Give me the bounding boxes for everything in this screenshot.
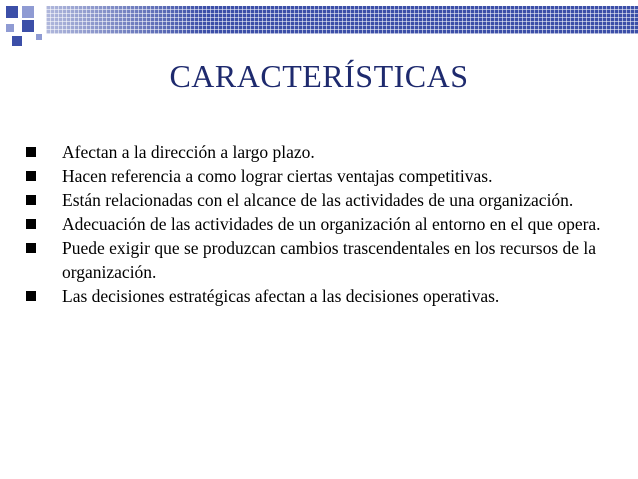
bullet-text: Hacen referencia a como lograr ciertas ventajas competitivas. (62, 166, 493, 186)
bullet-item (14, 140, 624, 164)
slide-title: CARACTERÍSTICAS (169, 58, 469, 94)
decorative-square (22, 6, 34, 18)
header-band (46, 6, 638, 34)
bullet-text: Adecuación de las actividades de un organización al entorno en el que opera. (62, 214, 601, 234)
bullet-item (14, 164, 624, 188)
square-bullet-icon (26, 195, 36, 205)
bullet-item (14, 236, 624, 284)
bullet-item (14, 188, 624, 212)
bullet-text: Afectan a la dirección a largo plazo. (62, 142, 315, 162)
bullet-list (14, 140, 624, 308)
square-bullet-icon (26, 171, 36, 181)
decorative-square (6, 6, 18, 18)
square-bullet-icon (26, 219, 36, 229)
bullet-item (14, 212, 624, 236)
bullet-text: Las decisiones estratégicas afectan a las decisiones operativas. (62, 286, 500, 306)
decorative-square (22, 20, 34, 32)
decorative-square (6, 24, 14, 32)
square-bullet-icon (26, 147, 36, 157)
square-bullet-icon (26, 291, 36, 301)
bullet-text: Están relacionadas con el alcance de las actividades de una organización. (62, 190, 574, 210)
decorative-square (12, 36, 22, 46)
decorative-square (36, 34, 42, 40)
bullet-item (14, 284, 624, 308)
square-bullet-icon (26, 243, 36, 253)
bullet-text: Puede exigir que se produzcan cambios trascendentales en los recursos de la organización. (62, 238, 597, 282)
